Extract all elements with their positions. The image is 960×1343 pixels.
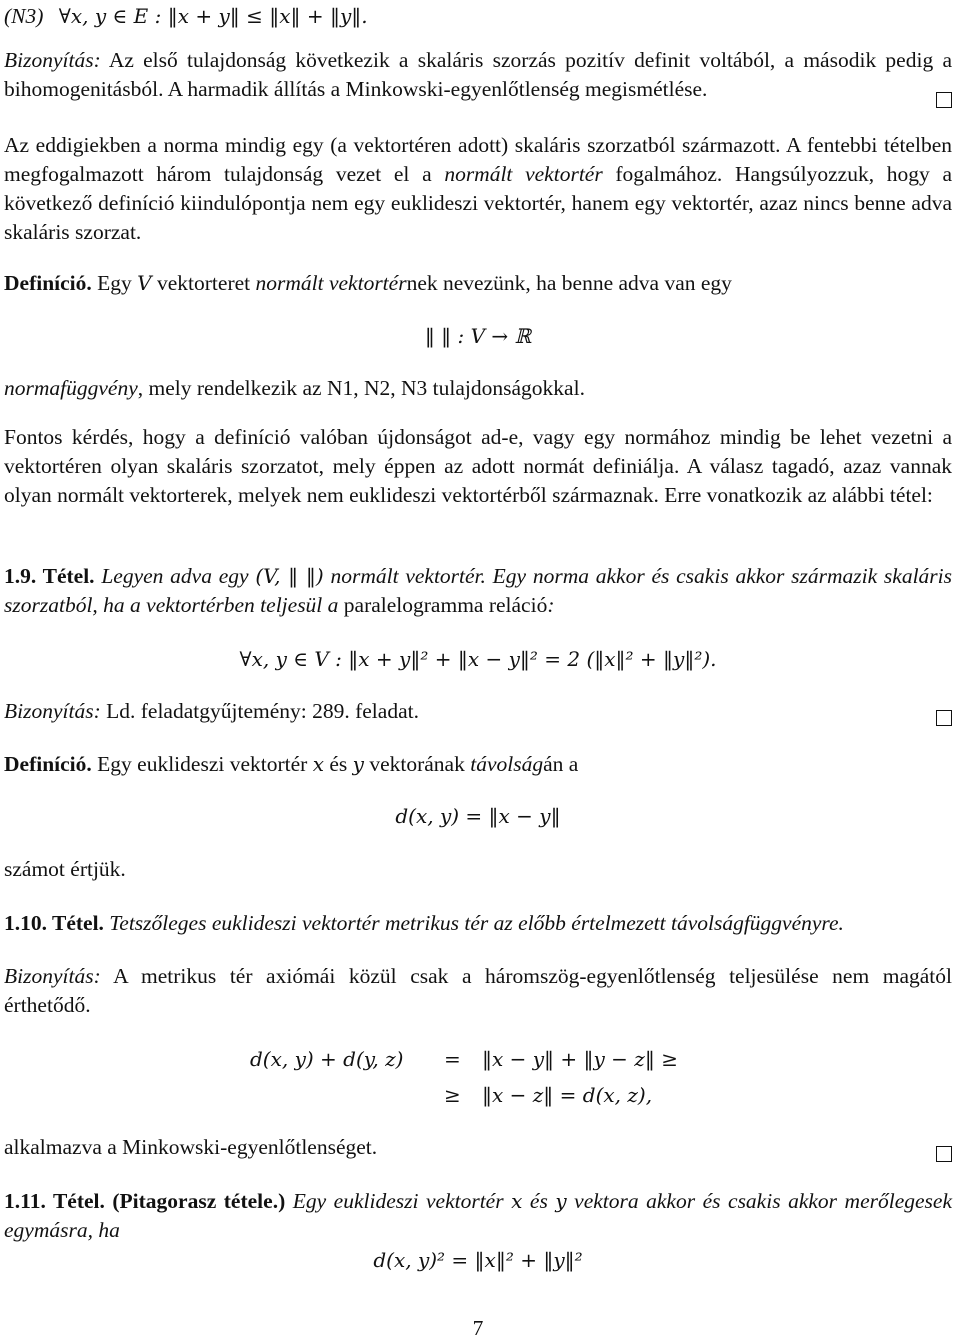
definition-label: Definíció. (4, 271, 92, 295)
proof-2: Bizonyítás: Ld. feladatgyűjtemény: 289. feladat. (4, 699, 419, 723)
pythagoras-formula: d(x, y)² = ‖x‖² + ‖y‖² (373, 1248, 583, 1272)
definition-normed-space: Definíció. Egy V vektorteret normált vektortérnek nevezünk, ha benne adva van egy (4, 271, 732, 295)
n3-label: (N3) (4, 4, 44, 28)
aligned-row-1-left: d(x, y) + d(y, z) (250, 1047, 404, 1071)
qed-symbol (936, 710, 952, 726)
theorem-1-9: 1.9. Tétel. Legyen adva egy (V, ‖ ‖) normált vektortér. Egy norma akkor és csakis akkor származik skaláris szorzatból, ha a vektortérben teljesül a paralelogramma reláció: (4, 564, 953, 617)
proof-1 (4, 46, 952, 104)
n3-line (4, 2, 952, 31)
definition-distance: Definíció. Egy euklideszi vektortér x és y vektorának távolságán a (4, 752, 579, 776)
norm-function-formula: ‖ ‖ : V → ℝ (424, 324, 532, 348)
aligned-row-2-right: ‖x − z‖ = d(x, z), (482, 1083, 653, 1107)
proof-3: Bizonyítás: A metrikus tér axiómái közül csak a háromszög-egyenlőtlenség teljesülése nem magától érthetődő. (4, 964, 952, 1017)
distance-formula: d(x, y) = ‖x − y‖ (395, 804, 561, 828)
paragraph-question: Fontos kérdés, hogy a definíció valóban újdonságot ad-e, vagy egy normához mindig be lehet vezetni a vektortéren olyan skaláris szorzatot, mely éppen az adott normát definiálja. A válasz tagadó, azaz vannak olyan normált vektorterek, melyek nem euklideszi vektortérből származnak. Erre vonatkozik az alábbi tétel: (4, 425, 952, 507)
aligned-row-1-right: ‖x − y‖ + ‖y − z‖ ≥ (482, 1047, 678, 1071)
parallelogram-formula: ∀x, y ∈ V : ‖x + y‖² + ‖x − y‖² = 2 (‖x‖² + ‖y‖²). (239, 647, 717, 671)
proof-1-text: Az első tulajdonság következik a skaláris szorzás pozitív definit voltából, a második pedig a bihomogenitásból. A harmadik állítás a Minkowski-egyenlőtlenség megismétlése. (4, 48, 952, 101)
n3-formula: ∀x, y ∈ E : ‖x + y‖ ≤ ‖x‖ + ‖y‖. (58, 4, 368, 28)
definition-distance-end: számot értjük. (4, 857, 126, 881)
aligned-row-2-op: ≥ (444, 1083, 461, 1107)
definition-normed-space-end: normafüggvény, mely rendelkezik az N1, N2, N3 tulajdonságokkal. (4, 376, 585, 400)
qed-symbol (936, 1146, 952, 1162)
page-number: 7 (472, 1316, 484, 1340)
theorem-1-10: 1.10. Tétel. Tetszőleges euklideszi vektortér metrikus tér az előbb értelmezett távolságfüggvényre. (4, 911, 844, 935)
term-normed-space: normált vektortér (444, 162, 603, 186)
proof-3-end: alkalmazva a Minkowski-egyenlőtlenséget. (4, 1135, 378, 1159)
proof-2-label: Bizonyítás: (4, 699, 101, 723)
paragraph-normed-space-intro: Az eddigiekben a norma mindig egy (a vektortéren adott) skaláris szorzatból származott. A fentebbi tételben megfogalmazott három tulajdonság vezet el a normált vektortér fogalmához. Hangsúlyozzuk, hogy a következő definíció kiindulópontja nem egy euklideszi vektortér, hanem egy vektortér, azaz nincs benne adva skaláris szorzat. (4, 133, 952, 244)
theorem-1-11: 1.11. Tétel. (Pitagorasz tétele.) Egy euklideszi vektortér x és y vektora akkor és csakis akkor merőlegesek egymásra, ha (4, 1189, 952, 1242)
theorem-1-9-label: 1.9. Tétel. (4, 564, 95, 588)
qed-symbol (936, 92, 952, 108)
proof-1-label: Bizonyítás: (4, 48, 101, 72)
aligned-row-1-op: = (444, 1047, 461, 1071)
